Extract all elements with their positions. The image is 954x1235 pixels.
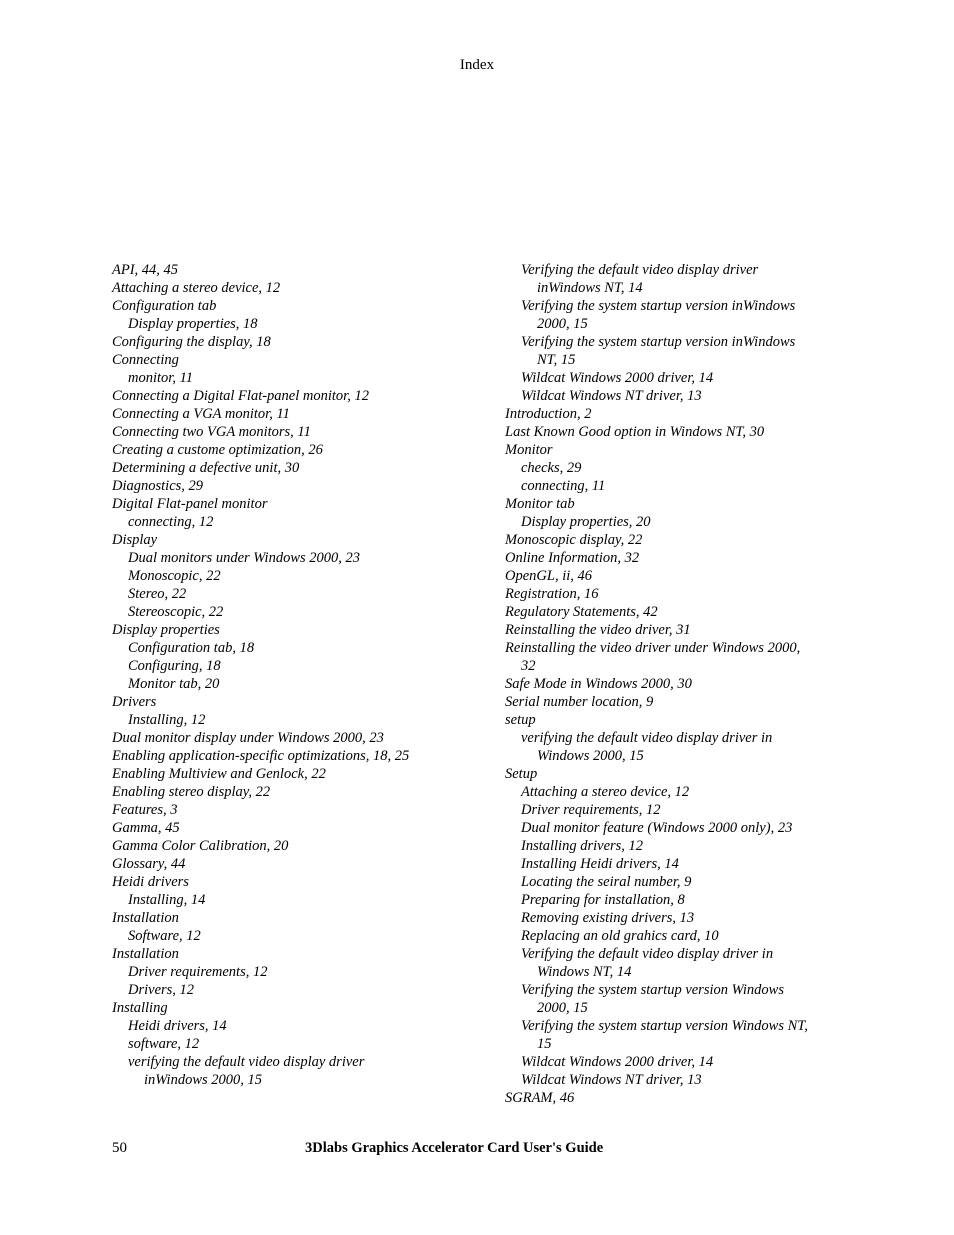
- index-entry: setup: [505, 712, 536, 728]
- index-subentry: Replacing an old grahics card, 10: [521, 928, 719, 944]
- index-subentry: Stereoscopic, 22: [128, 604, 224, 620]
- index-entry: Connecting a Digital Flat-panel monitor, 12: [112, 388, 369, 404]
- index-subentry: Monoscopic, 22: [128, 568, 221, 584]
- index-entry: Connecting: [112, 352, 179, 368]
- index-subentry: Verifying the default video display driver: [521, 262, 759, 278]
- index-subentry: software, 12: [128, 1036, 200, 1052]
- index-subentry: checks, 29: [521, 460, 582, 476]
- index-entry: Display: [112, 532, 158, 548]
- index-subentry: Heidi drivers, 14: [128, 1018, 227, 1034]
- index-subentry: Installing drivers, 12: [521, 838, 644, 854]
- index-subentry: Display properties, 20: [521, 514, 651, 530]
- index-entry: Dual monitor display under Windows 2000, 23: [112, 730, 384, 746]
- index-subentry: connecting, 12: [128, 514, 214, 530]
- index-subentry: Wildcat Windows 2000 driver, 14: [521, 1054, 714, 1070]
- index-subentry: monitor, 11: [128, 370, 193, 386]
- index-subentry: Dual monitor feature (Windows 2000 only), 23: [521, 820, 793, 836]
- index-entry: Display properties: [112, 622, 220, 638]
- index-subentry: Software, 12: [128, 928, 201, 944]
- index-subentry: 15: [537, 1036, 552, 1052]
- index-entry: Installing: [112, 1000, 168, 1016]
- index-subentry: 2000, 15: [537, 1000, 588, 1016]
- index-subentry: Preparing for installation, 8: [521, 892, 685, 908]
- index-entry: Connecting a VGA monitor, 11: [112, 406, 290, 422]
- page-header: Index: [459, 57, 495, 73]
- index-entry: Creating a custome optimization, 26: [112, 442, 323, 458]
- index-entry: Enabling application-specific optimizations, 18, 25: [112, 748, 410, 764]
- index-subentry: Attaching a stereo device, 12: [521, 784, 690, 800]
- index-entry: Determining a defective unit, 30: [112, 460, 300, 476]
- index-subentry: Driver requirements, 12: [128, 964, 268, 980]
- index-entry: Configuring the display, 18: [112, 334, 271, 350]
- index-subentry: Stereo, 22: [128, 586, 187, 602]
- index-subentry: Windows NT, 14: [537, 964, 632, 980]
- index-subentry: Verifying the default video display driver in: [521, 946, 774, 962]
- index-entry: Introduction, 2: [505, 406, 592, 422]
- index-subentry: Display properties, 18: [128, 316, 258, 332]
- index-column-right: [505, 261, 845, 1107]
- index-entry: Last Known Good option in Windows NT, 30: [505, 424, 765, 440]
- index-subentry: Wildcat Windows NT driver, 13: [521, 1072, 702, 1088]
- index-subentry: Wildcat Windows 2000 driver, 14: [521, 370, 714, 386]
- index-subentry: Removing existing drivers, 13: [521, 910, 695, 926]
- index-subentry: Dual monitors under Windows 2000, 23: [128, 550, 361, 566]
- index-entry: Reinstalling the video driver under Windows 2000,: [505, 640, 801, 656]
- index-entry: Reinstalling the video driver, 31: [505, 622, 691, 638]
- index-subentry: Installing, 14: [128, 892, 206, 908]
- index-entry: Diagnostics, 29: [112, 478, 204, 494]
- index-subentry: NT, 15: [537, 352, 576, 368]
- index-entry: API, 44, 45: [112, 262, 179, 278]
- index-entry: Registration, 16: [505, 586, 599, 602]
- index-entry: Installation: [112, 946, 179, 962]
- index-entry: Connecting two VGA monitors, 11: [112, 424, 311, 440]
- index-entry: Gamma Color Calibration, 20: [112, 838, 289, 854]
- index-entry: Configuration tab: [112, 298, 217, 314]
- index-subentry: Monitor tab, 20: [128, 676, 220, 692]
- index-entry: Regulatory Statements, 42: [505, 604, 658, 620]
- index-entry: Monitor: [505, 442, 553, 458]
- index-entry: Monoscopic display, 22: [505, 532, 643, 548]
- index-entry: Glossary, 44: [112, 856, 186, 872]
- index-subentry: connecting, 11: [521, 478, 606, 494]
- index-entry: Heidi drivers: [112, 874, 189, 890]
- index-subentry: Drivers, 12: [128, 982, 195, 998]
- index-entry: OpenGL, ii, 46: [505, 568, 592, 584]
- index-subentry: Verifying the system startup version inWindows: [521, 298, 796, 314]
- index-entry: Safe Mode in Windows 2000, 30: [505, 676, 692, 692]
- index-subentry: Configuration tab, 18: [128, 640, 255, 656]
- index-subentry: Verifying the system startup version inWindows: [521, 334, 796, 350]
- index-subentry: Windows 2000, 15: [537, 748, 644, 764]
- index-entry: SGRAM, 46: [505, 1090, 575, 1106]
- index-subentry: Verifying the system startup version Windows: [521, 982, 784, 998]
- index-entry: Enabling stereo display, 22: [112, 784, 271, 800]
- index-subentry: Driver requirements, 12: [521, 802, 661, 818]
- index-entry: Attaching a stereo device, 12: [112, 280, 281, 296]
- index-entry: Online Information, 32: [505, 550, 640, 566]
- index-entry: Gamma, 45: [112, 820, 180, 836]
- index-subentry: Installing Heidi drivers, 14: [521, 856, 679, 872]
- index-subentry: Locating the seiral number, 9: [521, 874, 692, 890]
- index-entry: 32: [521, 658, 536, 674]
- index-subentry: inWindows NT, 14: [537, 280, 643, 296]
- index-subentry: inWindows 2000, 15: [144, 1072, 263, 1088]
- index-subentry: Installing, 12: [128, 712, 206, 728]
- index-subentry: Wildcat Windows NT driver, 13: [521, 388, 702, 404]
- index-entry: Enabling Multiview and Genlock, 22: [112, 766, 326, 782]
- index-subentry: verifying the default video display driver in: [521, 730, 773, 746]
- index-subentry: verifying the default video display driver: [128, 1054, 365, 1070]
- index-entry: Features, 3: [112, 802, 178, 818]
- index-entry: Drivers: [112, 694, 157, 710]
- index-subentry: Verifying the system startup version Windows NT,: [521, 1018, 808, 1034]
- index-entry: Setup: [505, 766, 538, 782]
- index-subentry: Configuring, 18: [128, 658, 221, 674]
- index-subentry: 2000, 15: [537, 316, 588, 332]
- index-entry: Digital Flat-panel monitor: [112, 496, 268, 512]
- index-entry: Serial number location, 9: [505, 694, 654, 710]
- index-column-left: [112, 261, 492, 1089]
- index-entry: Monitor tab: [505, 496, 575, 512]
- index-entry: Installation: [112, 910, 179, 926]
- page-number: 50: [112, 1140, 127, 1156]
- footer-book-title: 3Dlabs Graphics Accelerator Card User's Guide: [305, 1140, 604, 1156]
